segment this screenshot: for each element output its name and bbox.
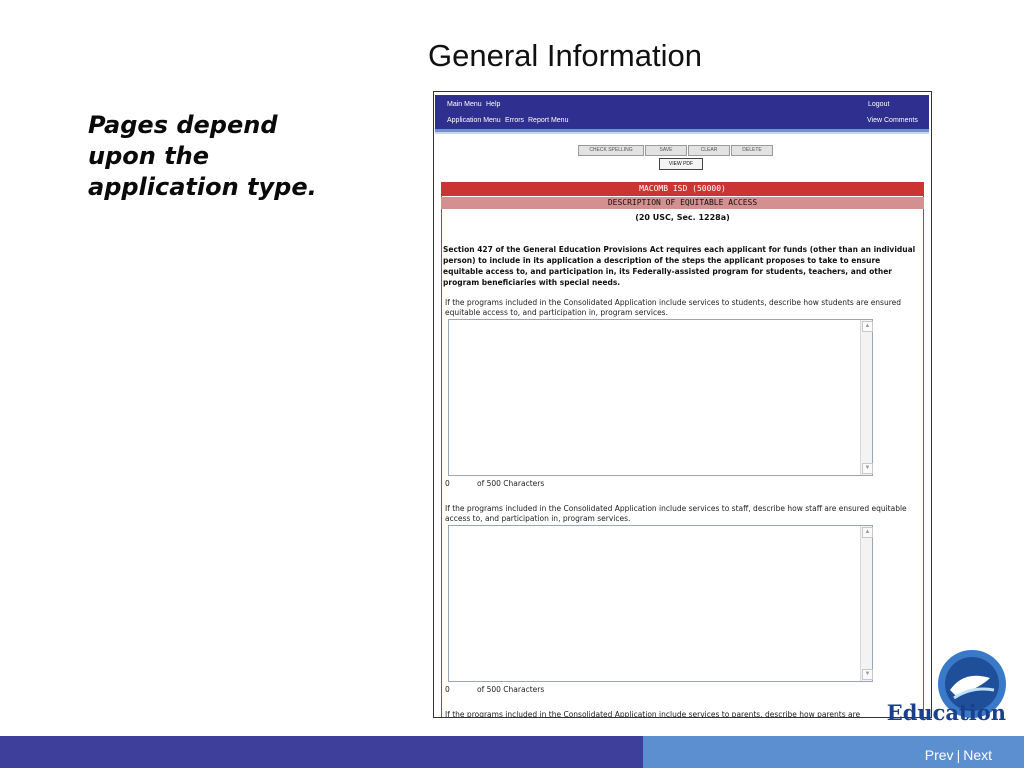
scroll-up-icon[interactable]: ▲ <box>862 527 873 538</box>
errors-link[interactable]: Errors <box>505 117 525 124</box>
slide-navigation <box>925 747 992 763</box>
help-link[interactable]: Help <box>486 101 501 108</box>
nav-accent-stripe-light <box>435 132 929 134</box>
svg-text:Education: Education <box>886 700 1006 725</box>
textarea-scrollbar[interactable] <box>860 320 872 475</box>
view-pdf-button[interactable]: VIEW PDF <box>659 158 703 170</box>
students-character-count <box>445 479 544 488</box>
view-comments-link[interactable]: View Comments <box>867 117 918 124</box>
footer-bar-left <box>0 736 643 768</box>
equitable-access-form <box>441 182 924 718</box>
scroll-down-icon[interactable]: ▼ <box>862 669 873 680</box>
staff-count-value: 0 <box>445 685 450 694</box>
scroll-up-icon[interactable]: ▲ <box>862 321 873 332</box>
count-suffix: of 500 Characters <box>477 479 545 488</box>
department-of-education-logo <box>880 640 1008 732</box>
question-students: If the programs included in the Consolidated Application include services to students, describe how students are ensured equitable access to, and participation in, program services. <box>445 298 902 317</box>
students-response-textarea[interactable] <box>448 319 873 476</box>
citation-text: (20 USC, Sec. 1228a) <box>635 213 730 222</box>
slide-title: General Information <box>428 38 702 73</box>
nav-separator: | <box>956 747 961 763</box>
save-button[interactable]: SAVE <box>645 145 687 156</box>
scroll-down-icon[interactable]: ▼ <box>862 463 873 474</box>
action-button-row <box>578 145 774 156</box>
report-menu-link[interactable]: Report Menu <box>528 117 569 124</box>
section-title-header: DESCRIPTION OF EQUITABLE ACCESS <box>441 197 924 209</box>
application-menu-link[interactable]: Application Menu <box>447 117 501 124</box>
application-screenshot <box>433 91 932 718</box>
count-suffix: of 500 Characters <box>477 685 545 694</box>
app-nav-bar <box>435 95 929 129</box>
slide-bullet-text: Pages depend upon the application type. <box>88 111 317 201</box>
logout-link[interactable]: Logout <box>868 101 890 108</box>
next-link[interactable]: Next <box>963 747 992 763</box>
question-staff: If the programs included in the Consolidated Application include services to staff, describe how staff are ensured equitable access to, and participation in, program services. <box>445 504 907 523</box>
district-header: MACOMB ISD (50000) <box>441 182 924 196</box>
students-count-value: 0 <box>445 479 450 488</box>
staff-response-textarea[interactable] <box>448 525 873 682</box>
question-parents: If the programs included in the Consolidated Application include services to parents, describe how parents are <box>445 710 861 718</box>
clear-button[interactable]: CLEAR <box>688 145 730 156</box>
main-menu-link[interactable]: Main Menu <box>447 101 482 108</box>
check-spelling-button[interactable]: CHECK SPELLING <box>578 145 644 156</box>
staff-character-count <box>445 685 544 694</box>
textarea-scrollbar[interactable] <box>860 526 872 681</box>
prev-link[interactable]: Prev <box>924 747 954 763</box>
intro-paragraph: Section 427 of the General Education Provisions Act requires each applicant for funds (other than an individual person) to include in its application a description of the steps the applicant proposes to take to ensure equitable access to, and participation in, its Federally-assisted program for students, teachers, and other program beneficiaries with special needs. <box>443 245 916 287</box>
delete-button[interactable]: DELETE <box>731 145 773 156</box>
